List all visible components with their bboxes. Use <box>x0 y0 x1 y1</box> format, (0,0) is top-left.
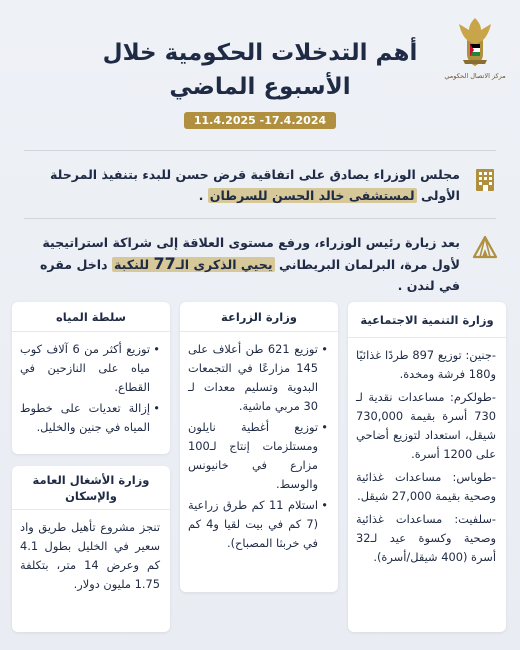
card-agriculture <box>180 302 338 592</box>
social-item-3: -طوباس: مساعدات غذائية وصحية بقيمة 27,000 شيقل. <box>356 470 496 503</box>
news-1-end: . <box>198 188 204 203</box>
water-item-1: • توزيع أكثر من 6 آلاف كوب مياه على النازحين في القطاع. <box>20 340 160 397</box>
card-public-works-title <box>12 466 170 510</box>
card-public-works <box>12 466 170 632</box>
card-agriculture-title: وزارة الزراعة <box>180 302 338 332</box>
page-header <box>0 36 520 129</box>
agriculture-item-2: • توزيع أغطية نايلون ومستلزمات إنتاج لـ100 مزارع في خانيونس والوسط. <box>188 418 328 494</box>
news-item-1 <box>22 164 498 206</box>
card-agriculture-body <box>180 332 338 561</box>
building-icon <box>472 166 498 192</box>
emblem-caption: مركز الاتصال الحكومي <box>444 72 506 80</box>
card-water-authority <box>12 302 170 454</box>
agriculture-item-1: • توزيع 621 طن أعلاف على 145 مزارعًا في التجمعات البدوية وتسليم معدات لـ 30 مربي ماشية. <box>188 340 328 416</box>
card-water-title: سلطة المياه <box>12 302 170 332</box>
news-1-highlight: لمستشفى خالد الحسن للسرطان <box>209 188 415 203</box>
news-2-body: بعد زيارة رئيس الوزراء، ورفع مستوى العلاقة إلى شراكة استراتيجية لأول مرة، البرلمان البريطاني <box>42 235 460 272</box>
news-2-highlight-a: يحيي الذكرى الـ <box>175 257 273 272</box>
agriculture-item-3: • استلام 11 كم طرق زراعية (7 كم في بيت لقيا و4 كم في خربثا المصباح). <box>188 496 328 553</box>
water-list <box>20 340 160 437</box>
card-public-works-body <box>12 510 170 600</box>
page-title-line-2: الأسبوع الماضي <box>169 74 351 100</box>
news-item-2-icon-wrap <box>468 234 498 260</box>
news-2-highlight <box>112 254 275 273</box>
news-2-highlight-b: للنكبة <box>113 257 150 272</box>
news-divider <box>24 218 496 219</box>
public-works-title-line-1: وزارة الأشغال العامة <box>32 472 150 487</box>
news-item-1-text <box>22 164 460 206</box>
social-item-1: -جنين: توزيع 897 طردًا غذائيًا و180 فرشة ومخدة. <box>356 348 496 381</box>
card-social-body <box>348 338 506 573</box>
card-water-body <box>12 332 170 445</box>
social-item-4: -سلفيت: مساعدات غذائية وصحية وكسوة عيد لـ32 أسرة (400 شيقل/أسرة). <box>356 512 496 564</box>
water-item-2: • إزالة تعديات على خطوط المياه في جنين والخليل. <box>20 399 160 437</box>
tent-icon <box>472 234 498 260</box>
agriculture-list <box>188 340 328 553</box>
news-2-end: داخل مقره في لندن . <box>39 257 460 293</box>
date-range-badge: 11.4.2025 -17.4.2024 <box>184 112 336 129</box>
news-1-body: مجلس الوزراء يصادق على اتفاقية قرض حسن للبدء بتنفيذ المرحلة الأولى <box>49 167 460 203</box>
public-works-text: تنجز مشروع تأهيل طريق واد سعير في الخليل بطول 4.1 كم وعرض 14 متر، بتكلفة 1.75 مليون دولار. <box>20 520 160 591</box>
card-social-development <box>348 302 506 632</box>
news-item-1-icon-wrap <box>468 166 498 192</box>
news-item-2-text <box>22 232 460 296</box>
header-divider <box>24 150 496 151</box>
page-title-line-1: أهم التدخلات الحكومية خلال <box>102 40 418 66</box>
card-social-title: وزارة التنمية الاجتماعية <box>348 302 506 338</box>
social-item-2: -طولكرم: مساعدات نقدية لـ 730 أسرة بقيمة 730,000 شيقل، استعداد لتوزيع أضاحي على 1200 أسرة. <box>356 390 496 461</box>
public-works-title-line-2: والإسكان <box>65 488 117 503</box>
news-2-number: 77 <box>153 254 176 273</box>
news-item-2 <box>22 232 498 296</box>
